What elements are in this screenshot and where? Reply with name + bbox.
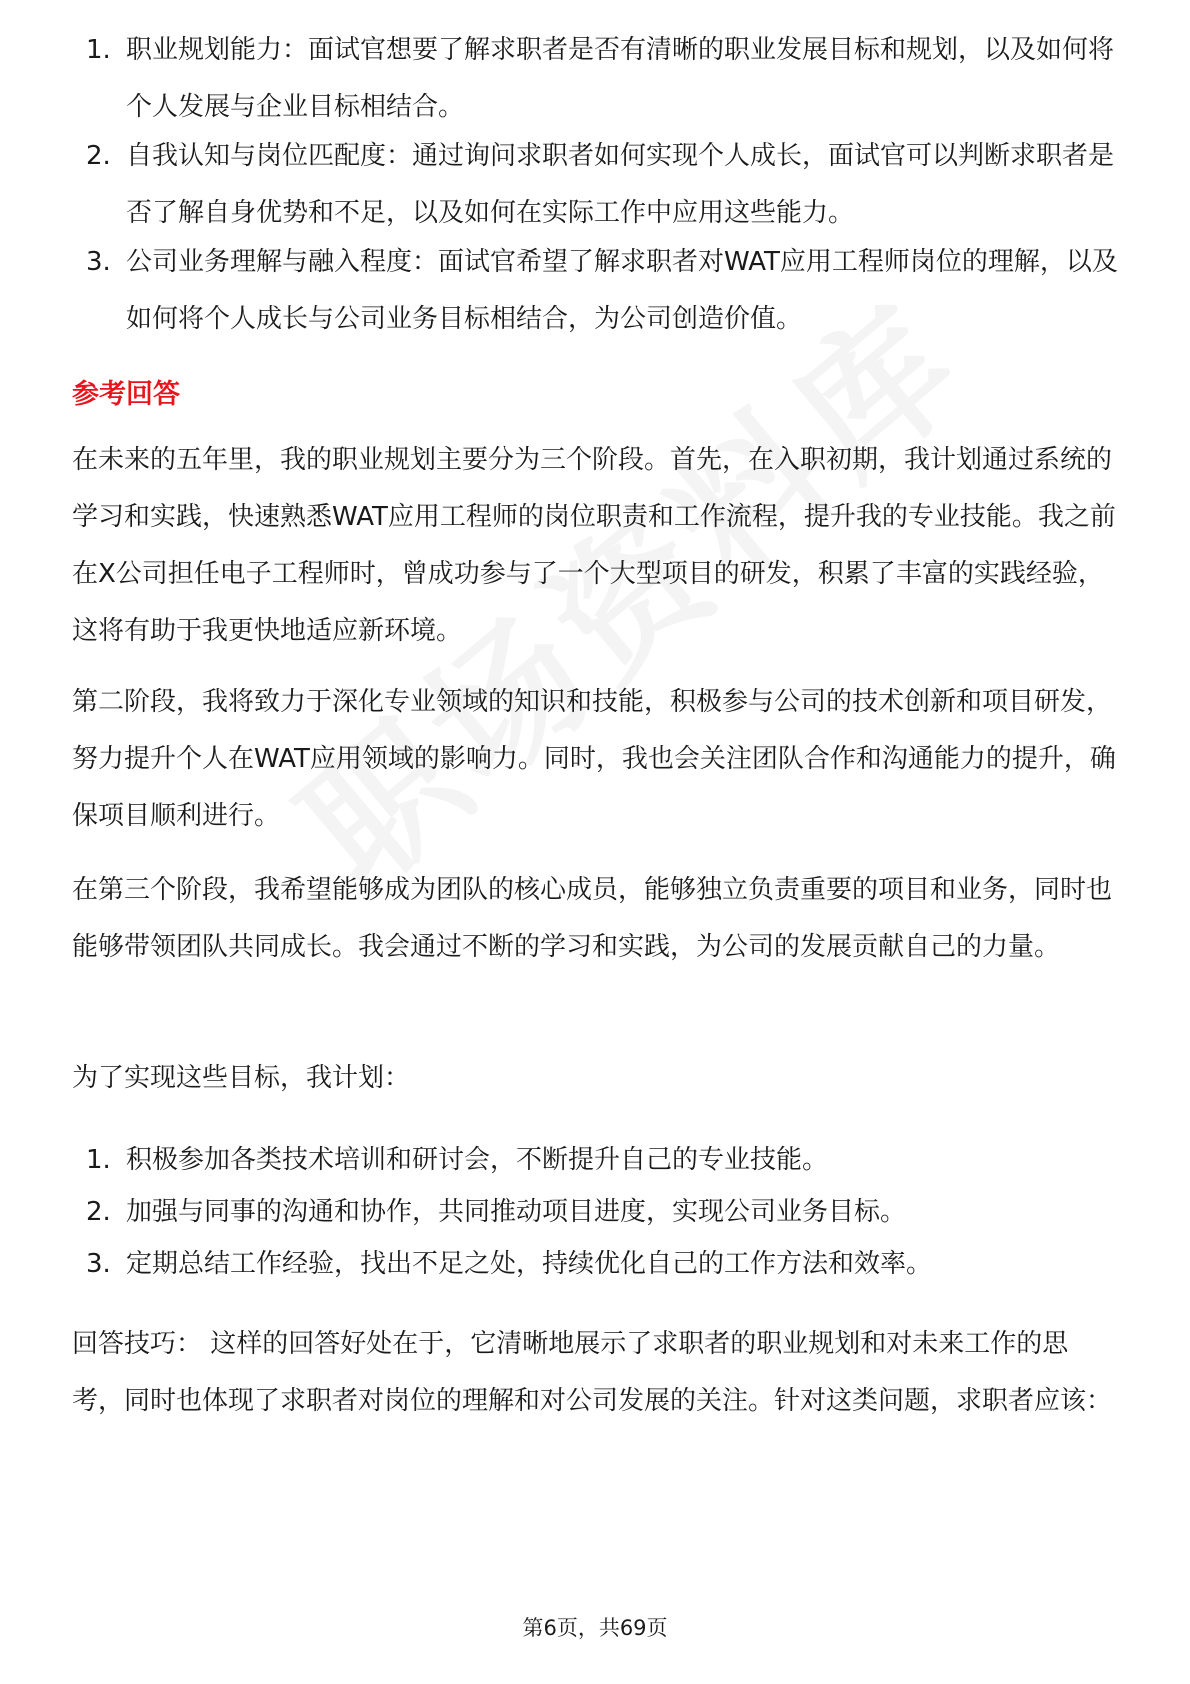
list-item [72,22,1118,136]
paragraph: 第二阶段，我将致力于深化专业领域的知识和技能，积极参与公司的技术创新和项目研发，努力提升个人在WAT应用领域的影响力。同时，我也会关注团队合作和沟通能力的提升，确保项目顺利进行。 [72,687,1116,831]
paragraph: 为了实现这些目标，我计划： [72,1063,411,1093]
page-number: 第6页，共69页 [522,1616,668,1640]
list-item-text: 积极参加各类技术培训和研讨会，不断提升自己的专业技能。 [126,1145,829,1175]
list-item [72,234,1118,348]
list-item [72,1132,1118,1189]
list-number: 2. [86,1197,111,1227]
answer-tips: 回答技巧： 这样的回答好处在于，它清晰地展示了求职者的职业规划和对未来工作的思考，同时也体现了求职者对岗位的理解和对公司发展的关注。针对这类问题，求职者应该： [72,1329,1113,1416]
list-item-text: 加强与同事的沟通和协作，共同推动项目进度，实现公司业务目标。 [126,1197,907,1227]
list-number: 2. [86,141,111,171]
list-number: 3. [86,247,111,277]
list-item-text: 自我认知与岗位匹配度：通过询问求职者如何实现个人成长，面试官可以判断求职者是否了解自身优势和不足，以及如何在实际工作中应用这些能力。 [126,141,1115,228]
section-title: 参考回答 [72,379,180,410]
paragraph: 在未来的五年里，我的职业规划主要分为三个阶段。首先，在入职初期，我计划通过系统的学习和实践，快速熟悉WAT应用工程师的岗位职责和工作流程，提升我的专业技能。我之前在X公司担任电子工程师时，曾成功参与了一个大型项目的研发，积累了丰富的实践经验，这将有助于我更快地适应新环境。 [72,445,1116,646]
list-number: 1. [86,35,111,65]
list-number: 1. [86,1145,111,1175]
paragraph: 在第三个阶段，我希望能够成为团队的核心成员，能够独立负责重要的项目和业务，同时也能够带领团队共同成长。我会通过不断的学习和实践，为公司的发展贡献自己的力量。 [72,875,1113,962]
list-item [72,1236,1118,1293]
list-item-text: 职业规划能力：面试官想要了解求职者是否有清晰的职业发展目标和规划，以及如何将个人发展与企业目标相结合。 [126,35,1115,122]
list-item [72,1184,1118,1241]
list-number: 3. [86,1249,111,1279]
list-item-text: 公司业务理解与融入程度：面试官希望了解求职者对WAT应用工程师岗位的理解，以及如何将个人成长与公司业务目标相结合，为公司创造价值。 [126,247,1118,334]
list-item-text: 定期总结工作经验，找出不足之处，持续优化自己的工作方法和效率。 [126,1249,933,1279]
list-item [72,128,1118,242]
